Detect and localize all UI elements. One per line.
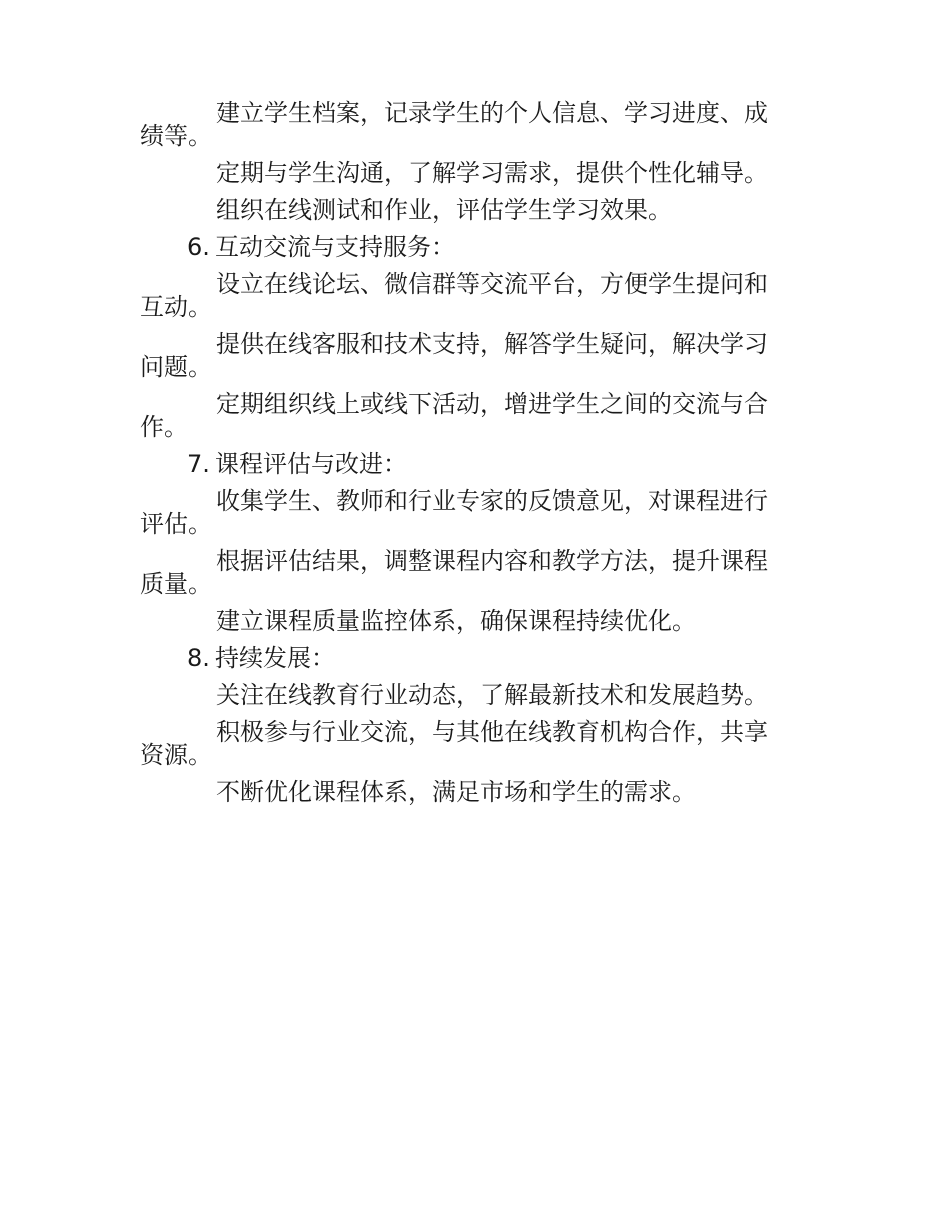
- document-body: [140, 99, 790, 818]
- paragraph: 关注在线教育行业动态，了解最新技术和发展趋势。: [216, 681, 768, 709]
- paragraph: 收集学生、教师和行业专家的反馈意见，对课程进行评估。: [140, 487, 768, 538]
- list-number: 8.: [187, 644, 210, 672]
- section-title: 持续发展：: [215, 644, 335, 672]
- section-title: 课程评估与改进：: [215, 450, 407, 478]
- section-title: 互动交流与支持服务：: [215, 233, 455, 261]
- paragraph: 设立在线论坛、微信群等交流平台，方便学生提问和互动。: [140, 270, 768, 321]
- list-number: 6.: [187, 233, 210, 261]
- paragraph: 积极参与行业交流，与其他在线教育机构合作，共享资源。: [140, 718, 768, 769]
- paragraph: 组织在线测试和作业，评估学生学习效果。: [216, 196, 672, 224]
- paragraph: 根据评估结果，调整课程内容和教学方法，提升课程质量。: [140, 547, 768, 598]
- paragraph: 不断优化课程体系，满足市场和学生的需求。: [216, 778, 696, 806]
- list-number: 7.: [187, 450, 210, 478]
- section-heading-6: [140, 233, 790, 261]
- paragraph: 提供在线客服和技术支持，解答学生疑问，解决学习问题。: [140, 330, 768, 381]
- section-heading-7: [140, 450, 790, 478]
- section-heading-8: [140, 644, 790, 672]
- paragraph: 定期与学生沟通，了解学习需求，提供个性化辅导。: [216, 159, 768, 187]
- paragraph: 建立学生档案，记录学生的个人信息、学习进度、成绩等。: [140, 99, 768, 150]
- paragraph: 建立课程质量监控体系，确保课程持续优化。: [216, 607, 696, 635]
- paragraph: 定期组织线上或线下活动，增进学生之间的交流与合作。: [140, 390, 768, 441]
